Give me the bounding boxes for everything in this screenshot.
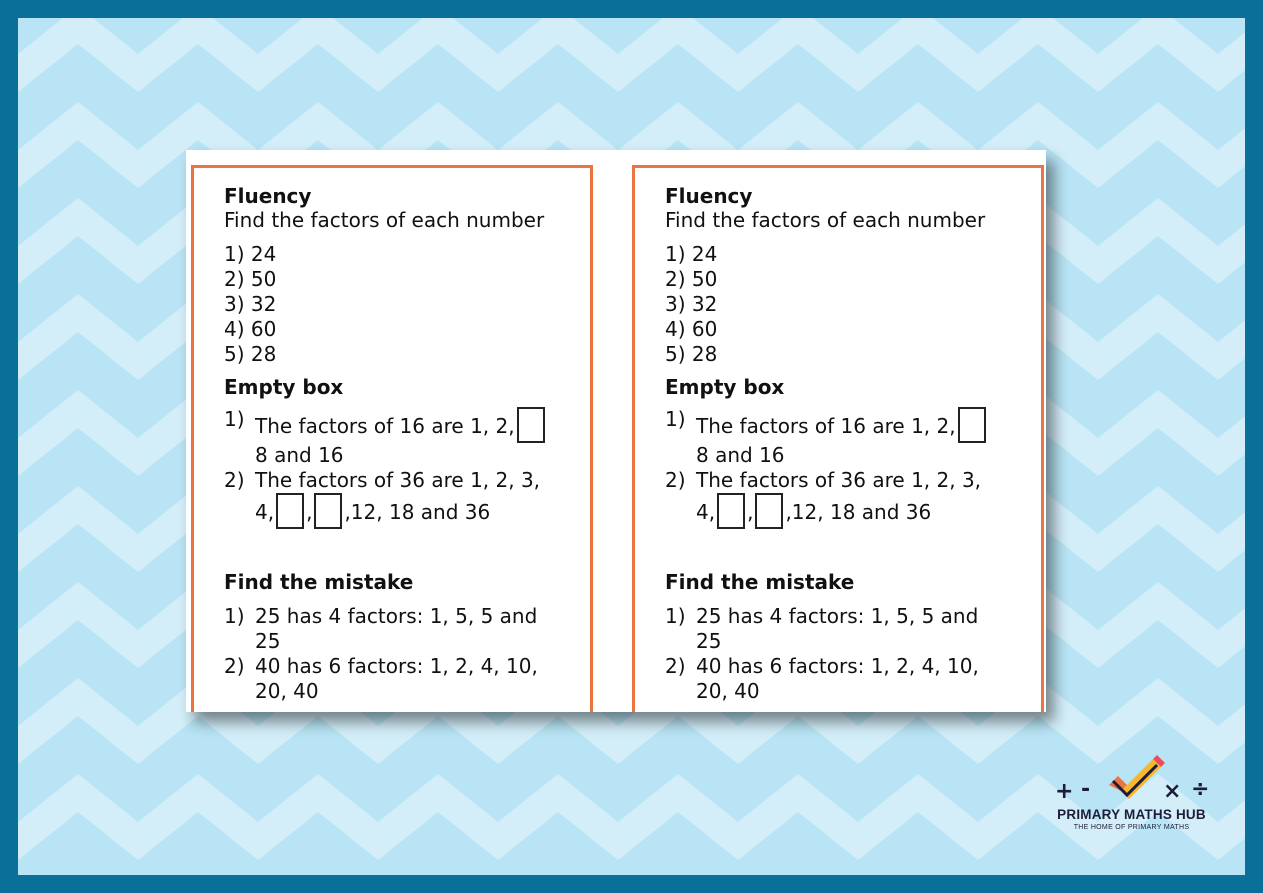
- logo-tagline: THE HOME OF PRIMARY MATHS: [1073, 824, 1190, 831]
- question-number: 2): [665, 468, 686, 492]
- empty-box-heading: Empty box: [224, 375, 344, 399]
- empty-box-question-1: [224, 407, 590, 468]
- fluency-item: 1) 24: [665, 242, 718, 266]
- answer-box: [717, 493, 745, 529]
- question-text: ,: [306, 500, 313, 524]
- mistake-heading: Find the mistake: [224, 570, 414, 594]
- fluency-heading: Fluency: [224, 184, 312, 208]
- checkmark-pencil-icon: [1105, 755, 1167, 805]
- worksheet-card-right: [632, 165, 1044, 712]
- fluency-item: 2) 50: [224, 267, 277, 291]
- fluency-heading: Fluency: [665, 184, 753, 208]
- question-number: 2): [224, 654, 245, 678]
- question-text: ,12, 18 and 36: [344, 500, 491, 524]
- question-number: 1): [665, 407, 686, 431]
- question-text: 8 and 16: [696, 443, 785, 467]
- question-text: 40 has 6 factors: 1, 2, 4, 10,: [255, 654, 538, 678]
- question-text: 4,: [696, 500, 716, 524]
- empty-box-heading: Empty box: [665, 375, 785, 399]
- mistake-question-1: [224, 604, 590, 654]
- minus-icon: -: [1081, 777, 1091, 802]
- fluency-item: 1) 24: [224, 242, 277, 266]
- empty-box-question-2: [224, 468, 590, 529]
- fluency-instruction: Find the factors of each number: [665, 208, 986, 232]
- answer-box: [276, 493, 304, 529]
- question-number: 1): [224, 604, 245, 628]
- question-number: 1): [224, 407, 245, 431]
- worksheet-card-left: [191, 165, 593, 712]
- question-text: 25 has 4 factors: 1, 5, 5 and: [255, 604, 538, 628]
- question-text: 40 has 6 factors: 1, 2, 4, 10,: [696, 654, 979, 678]
- question-text: 20, 40: [696, 679, 760, 703]
- fluency-item: 4) 60: [224, 317, 277, 341]
- fluency-instruction: Find the factors of each number: [224, 208, 545, 232]
- mistake-question-1: [665, 604, 1041, 654]
- chevron-stripe: [18, 18, 1245, 92]
- question-text: 25 has 4 factors: 1, 5, 5 and: [696, 604, 979, 628]
- background-panel: [18, 18, 1245, 875]
- fluency-item: 3) 32: [665, 292, 718, 316]
- question-number: 2): [665, 654, 686, 678]
- empty-box-question-2: [665, 468, 1041, 529]
- fluency-item: 5) 28: [665, 342, 718, 366]
- question-text: ,: [747, 500, 754, 524]
- question-text: 8 and 16: [255, 443, 344, 467]
- divide-icon: ÷: [1191, 777, 1210, 802]
- fluency-item: 4) 60: [665, 317, 718, 341]
- question-text: ,12, 18 and 36: [785, 500, 932, 524]
- fluency-item: 2) 50: [665, 267, 718, 291]
- question-number: 2): [224, 468, 245, 492]
- question-text: The factors of 36 are 1, 2, 3,: [255, 468, 541, 492]
- question-text: The factors of 16 are 1, 2,: [696, 414, 956, 438]
- fluency-item: 3) 32: [224, 292, 277, 316]
- mistake-question-2: [224, 654, 590, 704]
- fluency-item: 5) 28: [224, 342, 277, 366]
- mistake-heading: Find the mistake: [665, 570, 855, 594]
- answer-box: [755, 493, 783, 529]
- question-text: 20, 40: [255, 679, 319, 703]
- logo-title: PRIMARY MATHS HUB: [1057, 807, 1206, 822]
- answer-box: [314, 493, 342, 529]
- mistake-question-2: [665, 654, 1041, 704]
- question-number: 1): [665, 604, 686, 628]
- question-text: The factors of 16 are 1, 2,: [255, 414, 515, 438]
- question-text: The factors of 36 are 1, 2, 3,: [696, 468, 982, 492]
- worksheet-preview: [186, 150, 1046, 712]
- plus-icon: +: [1055, 779, 1074, 804]
- multiply-icon: ×: [1163, 779, 1182, 804]
- answer-box: [517, 407, 545, 443]
- question-text: 4,: [255, 500, 275, 524]
- empty-box-question-1: [665, 407, 1041, 468]
- question-text: 25: [696, 629, 722, 653]
- question-text: 25: [255, 629, 281, 653]
- answer-box: [958, 407, 986, 443]
- primary-maths-hub-logo: [1045, 755, 1245, 845]
